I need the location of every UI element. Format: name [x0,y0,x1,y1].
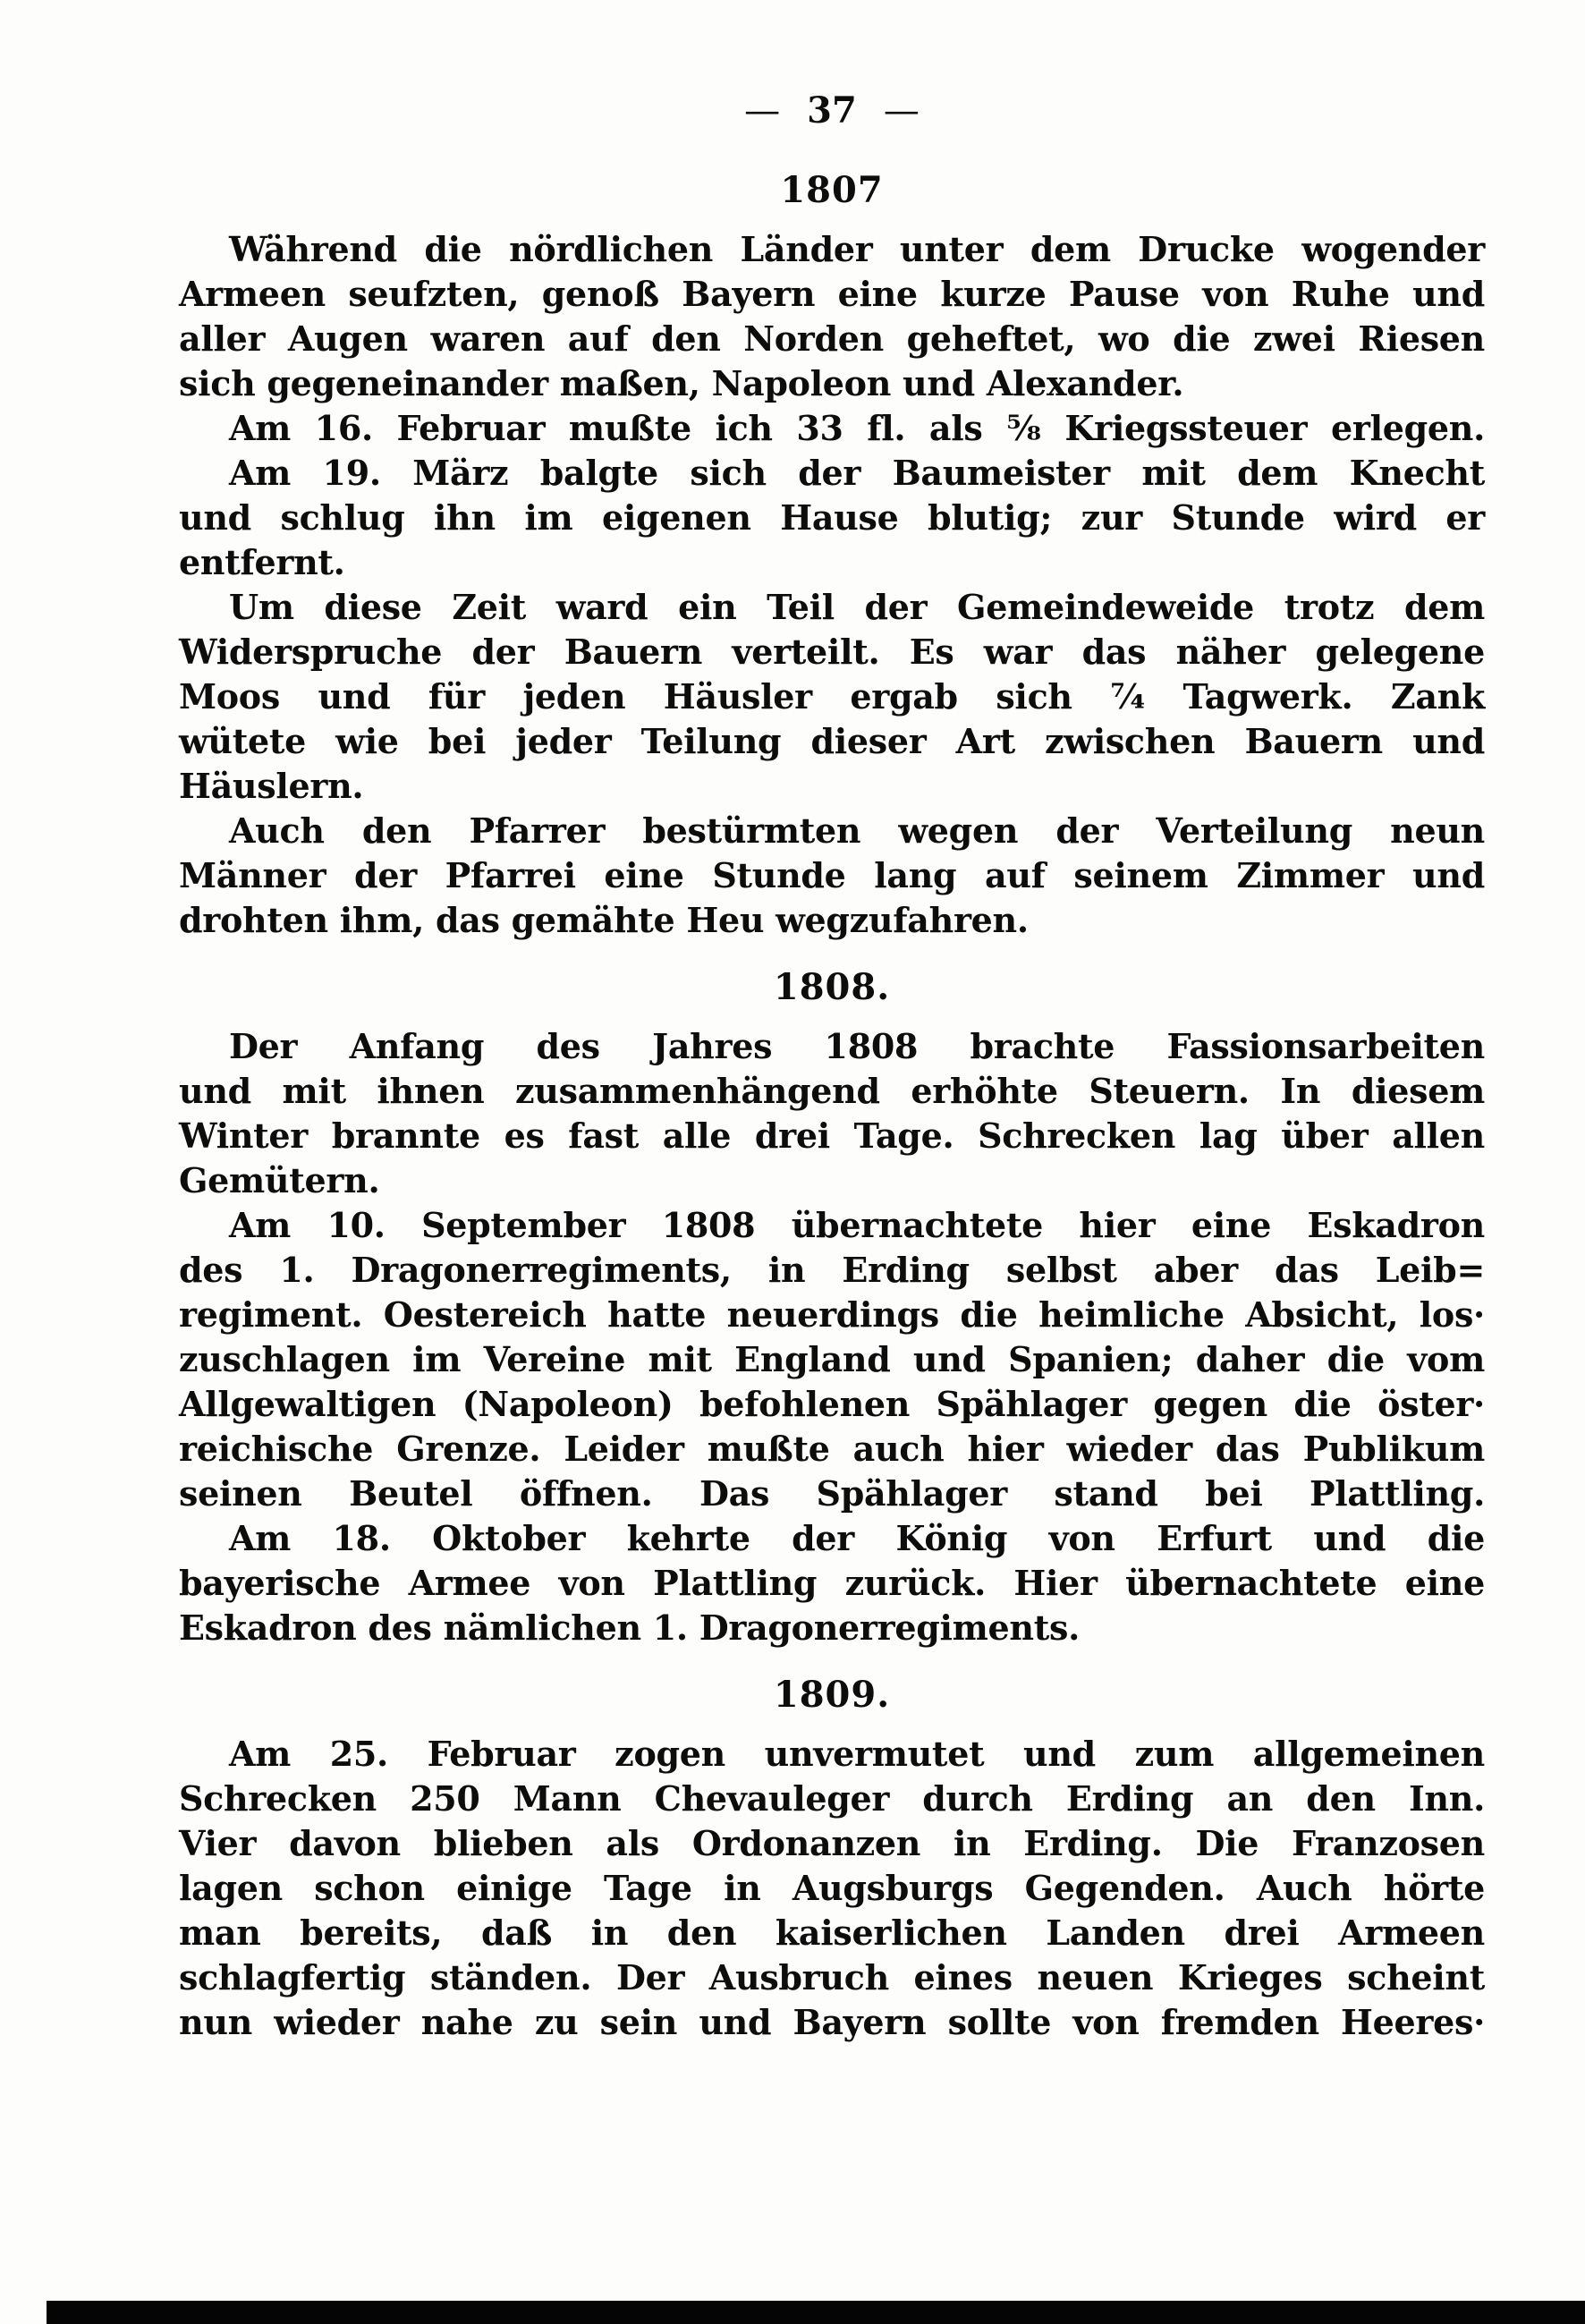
text-line: Vier davon blieben als Ordonanzen in Erding. Die Franzosen [179,1823,1485,1863]
text-line: Gemütern. [179,1160,380,1200]
text-line: Am 18. Oktober kehrte der König von Erfurt und die [229,1518,1485,1558]
text-line: des 1. Dragonerregiments, in Erding selbst aber das Leib= [179,1250,1485,1290]
paragraph [179,809,1485,943]
text-line: nun wieder nahe zu sein und Bayern sollte von fremden Heeres· [179,2002,1485,2042]
text-line: lagen schon einige Tage in Augsburgs Gegenden. Auch hörte [179,1868,1485,1908]
text-line: sich gegeneinander maßen, Napoleon und Alexander. [179,363,1184,403]
page-number: 37 [807,89,857,131]
text-line: zuschlagen im Vereine mit England und Spanien; daher die vom [179,1339,1485,1379]
text-line: Am 16. Februar mußte ich 33 fl. als ⁵⁄₈ Kriegssteuer erlegen. [229,408,1485,448]
text-line: drohten ihm, das gemähte Heu wegzufahren. [179,900,1029,940]
text-line: Winter brannte es fast alle drei Tage. Schrecken lag über allen [179,1115,1485,1156]
text-line: Am 25. Februar zogen unvermutet und zum allgemeinen [229,1734,1485,1774]
section-heading-1809: 1809. [773,1674,891,1716]
text-line: Auch den Pfarrer bestürmten wegen der Verteilung neun [229,810,1485,851]
section-1807 [179,169,1485,943]
scan-edge-artifact [47,2301,1585,2324]
paragraph [179,1024,1485,1203]
paragraph [179,1516,1485,1650]
text-line: Schrecken 250 Mann Chevauleger durch Erding an den Inn. [179,1778,1485,1819]
text-line: man bereits, daß in den kaiserlichen Landen drei Armeen [179,1913,1485,1953]
text-line: entfernt. [179,542,345,582]
text-line: bayerische Armee von Plattling zurück. Hier übernachtete eine [179,1563,1485,1603]
text-line: regiment. Oestereich hatte neuerdings die heimliche Absicht, los· [179,1294,1485,1335]
page-number-dash-right: — [883,90,920,131]
text-line: Eskadron des nämlichen 1. Dragonerregiments. [179,1607,1081,1648]
text-line: wütete wie bei jeder Teilung dieser Art zwischen Bauern und [179,721,1485,761]
paragraph [179,1203,1485,1516]
text-line: seinen Beutel öffnen. Das Spählager stand bei Plattling. [179,1473,1485,1514]
text-line: und schlug ihn im eigenen Hause blutig; zur Stunde wird er [179,497,1485,538]
text-line: Männer der Pfarrei eine Stunde lang auf seinem Zimmer und [179,855,1485,895]
text-line: und mit ihnen zusammenhängend erhöhte Steuern. In diesem [179,1071,1485,1111]
page-header [179,89,1485,131]
section-heading-1807: 1807 [780,169,884,211]
paragraph [179,227,1485,406]
text-line: schlagfertig ständen. Der Ausbruch eines neuen Krieges scheint [179,1957,1485,1997]
text-line: Allgewaltigen (Napoleon) befohlenen Spählager gegen die öster· [179,1384,1485,1424]
paragraph [179,585,1485,809]
text-line: Moos und für jeden Häusler ergab sich ⁷⁄₄ Tagwerk. Zank [179,676,1485,717]
text-line: aller Augen waren auf den Norden geheftet, wo die zwei Riesen [179,318,1485,359]
paragraph [179,1732,1485,2045]
section-1808 [179,966,1485,1650]
text-line: Widerspruche der Bauern verteilt. Es war das näher gelegene [179,632,1485,672]
text-line: Am 10. September 1808 übernachtete hier eine Eskadron [229,1205,1485,1245]
text-line: reichische Grenze. Leider mußte auch hier wieder das Publikum [179,1429,1485,1469]
paragraph [179,451,1485,585]
text-line: Häuslern. [179,766,364,806]
text-line: Armeen seufzten, genoß Bayern eine kurze Pause von Ruhe und [179,274,1485,314]
section-heading-1808: 1808. [773,966,891,1008]
paragraph [179,406,1485,451]
text-line: Am 19. März balgte sich der Baumeister mit dem Knecht [229,453,1485,493]
text-line: Um diese Zeit ward ein Teil der Gemeindeweide trotz dem [229,587,1485,627]
text-line: Während die nördlichen Länder unter dem Drucke wogender [229,229,1485,269]
section-1809 [179,1674,1485,2045]
page-number-dash-left: — [744,90,781,131]
text-line: Der Anfang des Jahres 1808 brachte Fassionsarbeiten [229,1026,1485,1066]
